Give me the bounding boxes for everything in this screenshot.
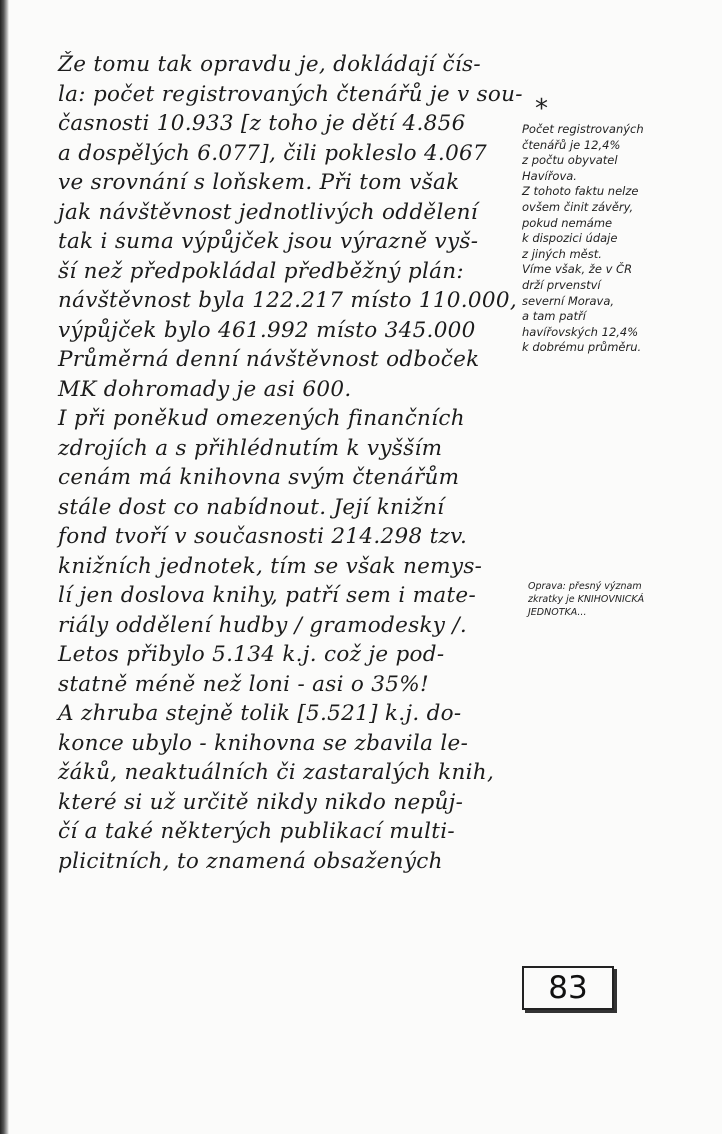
margin-note-line: Z tohoto faktu nelze: [522, 184, 639, 199]
margin-note-line: čtenářů je 12,4%: [522, 137, 621, 152]
main-text-line: časnosti 10.933 [z toho je dětí 4.856: [58, 111, 466, 136]
main-text-line: la: počet registrovaných čtenářů je v sou-: [58, 81, 523, 107]
main-text-line: cenám má knihovna svým čtenářům: [58, 465, 460, 490]
margin-note-line: k dispozici údaje: [522, 231, 618, 246]
main-text-line: čí a také některých publikací multi-: [58, 819, 455, 844]
main-text-line: A zhruba stejně tolik [5.521] k.j. do-: [58, 701, 462, 726]
main-text-line: Že tomu tak opravdu je, dokládají čís-: [58, 52, 481, 77]
margin-note-line: a tam patří: [522, 309, 586, 324]
main-text-line: konce ubylo - knihovna se zbavila le-: [58, 730, 469, 756]
main-text-line: které si už určitě nikdy nikdo nepůj-: [58, 789, 464, 815]
main-text-line: Letos přibylo 5.134 k.j. což je pod-: [58, 642, 445, 667]
margin-note-line: havířovských 12,4%: [522, 324, 639, 339]
main-text-line: I při poněkud omezených finančních: [58, 406, 465, 431]
correction-note-line: zkratky je KNIHOVNICKÁ: [528, 594, 645, 605]
main-text-line: knižních jednotek, tím se však nemys-: [58, 553, 483, 579]
main-text-line: žáků, neaktuálních či zastaralých knih,: [58, 760, 495, 785]
margin-note-line: Víme však, že v ČR: [522, 262, 633, 277]
main-text-line: riály oddělení hudby / gramodesky /.: [58, 612, 468, 638]
main-text-line: plicitních, to znamená obsažených: [58, 848, 443, 874]
main-text-line: a dospělých 6.077], čili pokleslo 4.067: [58, 140, 488, 166]
main-text-line: tak i suma výpůjček jsou výrazně vyš-: [58, 229, 479, 254]
main-text-line: fond tvoří v současnosti 214.298 tzv.: [58, 524, 468, 549]
margin-note-line: drží prvenství: [522, 277, 601, 292]
main-text-line: stále dost co nabídnout. Její knižní: [58, 494, 445, 520]
margin-note-line: severní Morava,: [522, 293, 615, 308]
binding-edge: [0, 0, 9, 1134]
correction-note-line: JEDNOTKA...: [528, 607, 587, 618]
main-text-line: ší než předpokládal předběžný plán:: [58, 258, 464, 284]
main-text-line: lí jen doslova knihy, patří sem i mate-: [58, 583, 477, 608]
margin-note-line: z jiných měst.: [522, 246, 602, 261]
margin-note: [522, 122, 712, 356]
main-text-line: MK dohromady je asi 600.: [58, 376, 352, 402]
main-text-line: jak návštěvnost jednotlivých oddělení: [58, 199, 478, 225]
correction-note: [528, 580, 713, 619]
main-text-line: statně méně než loni - asi o 35%!: [58, 671, 429, 697]
margin-note-line: Počet registrovaných: [522, 122, 644, 136]
page-number: 83: [522, 966, 614, 1010]
main-text-line: Průměrná denní návštěvnost odboček: [58, 347, 480, 372]
footnote-asterisk-icon: *: [535, 94, 548, 124]
margin-note-line: Havířova.: [522, 168, 577, 183]
main-text-line: výpůjček bylo 461.992 místo 345.000: [58, 317, 476, 343]
correction-note-line: Oprava: přesný význam: [528, 581, 642, 592]
margin-note-line: ovšem činit závěry,: [522, 199, 634, 214]
margin-note-line: z počtu obyvatel: [522, 153, 618, 168]
main-text-block: [58, 50, 523, 876]
main-text-line: zdrojích a s přihlédnutím k vyšším: [58, 435, 443, 461]
margin-note-line: pokud nemáme: [522, 215, 613, 230]
main-text-line: ve srovnání s loňskem. Při tom však: [58, 170, 460, 195]
main-text-line: návštěvnost byla 122.217 místo 110.000,: [58, 288, 517, 313]
margin-note-line: k dobrému průměru.: [522, 340, 642, 355]
